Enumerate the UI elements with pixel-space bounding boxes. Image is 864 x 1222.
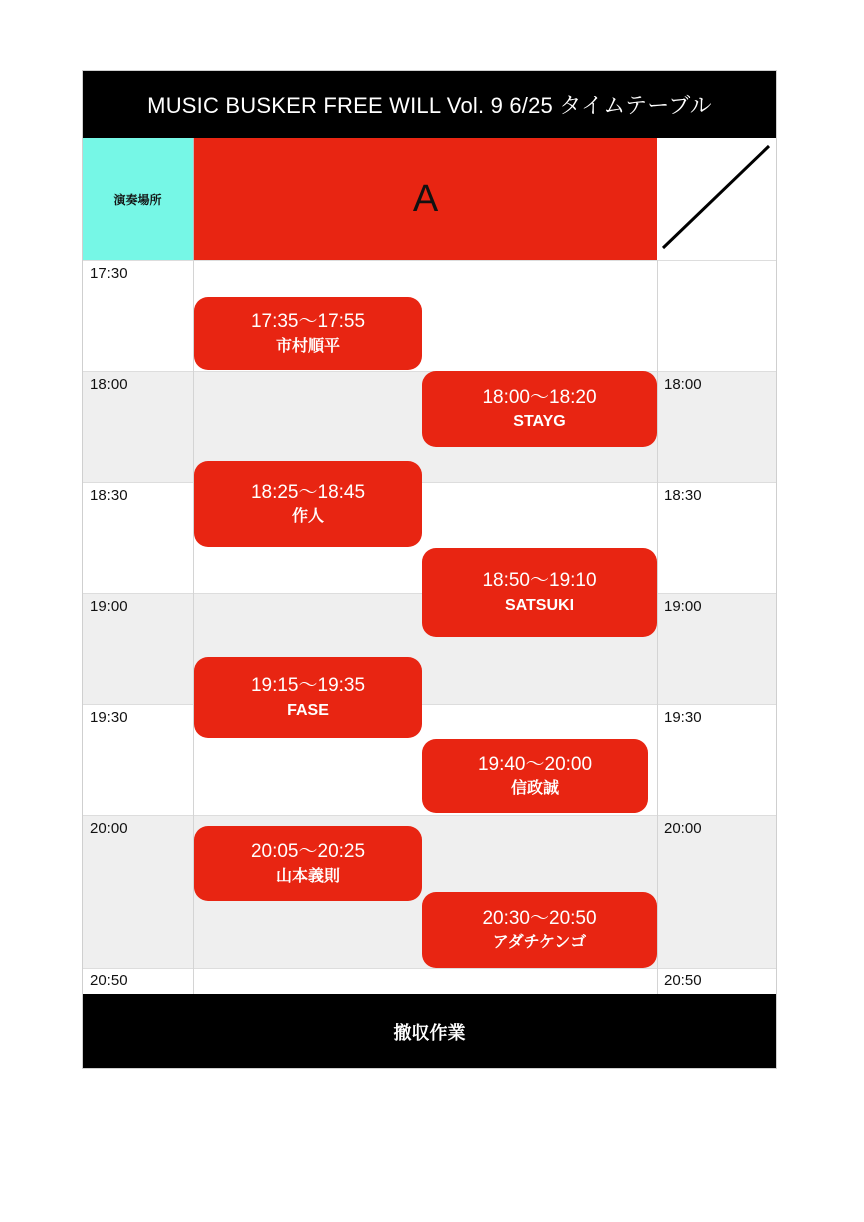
performance-slot (194, 461, 422, 547)
performance-slot (194, 826, 422, 901)
time-label-right: 19:30 (664, 709, 702, 726)
time-label-right: 20:00 (664, 820, 702, 837)
time-label-left: 19:00 (90, 598, 128, 615)
performance-slot (422, 548, 657, 637)
slot-time: 20:05〜20:25 (250, 841, 366, 863)
time-label-left: 20:50 (90, 972, 128, 989)
time-label-right: 18:00 (664, 376, 702, 393)
slot-performer: SATSUKI (504, 596, 575, 614)
time-band (82, 260, 777, 371)
slot-performer: FASE (287, 701, 329, 719)
slot-time: 19:40〜20:00 (477, 753, 593, 775)
page-title: MUSIC BUSKER FREE WILL Vol. 9 6/25 タイムテーブル (82, 70, 777, 138)
slot-performer: 市村順平 (275, 337, 340, 355)
time-label-left: 19:30 (90, 709, 128, 726)
teardown-bar: 撤収作業 (82, 994, 777, 1069)
performance-slot (422, 371, 657, 447)
slot-performer: アダチケンゴ (492, 934, 587, 952)
slot-time: 18:25〜18:45 (250, 481, 366, 503)
performance-slot (422, 739, 648, 813)
slot-time: 19:15〜19:35 (250, 675, 366, 697)
performance-slot (422, 892, 657, 968)
time-label-right: 20:50 (664, 972, 702, 989)
time-label-right: 19:00 (664, 598, 702, 615)
performance-slot (194, 297, 422, 370)
diagonal-slash-icon (657, 138, 777, 260)
slot-performer: STAYG (513, 413, 566, 431)
slot-performer: 信政誠 (510, 780, 559, 798)
venue-label: 演奏場所 (82, 138, 194, 260)
column-divider (657, 260, 658, 994)
time-label-left: 17:30 (90, 265, 128, 282)
slot-time: 20:30〜20:50 (482, 907, 597, 929)
time-label-left: 20:00 (90, 820, 128, 837)
slot-time: 17:35〜17:55 (250, 311, 366, 333)
timetable-sheet (82, 70, 777, 1069)
slot-performer: 山本義則 (275, 867, 340, 885)
slot-time: 18:00〜18:20 (482, 386, 597, 408)
time-label-left: 18:30 (90, 487, 128, 504)
slot-time: 18:50〜19:10 (482, 570, 597, 592)
empty-stage-cell (657, 138, 777, 260)
stage-a-header: A (194, 138, 657, 260)
performance-slot (194, 657, 422, 738)
time-label-right: 18:30 (664, 487, 702, 504)
slot-performer: 作人 (291, 508, 324, 526)
time-label-left: 18:00 (90, 376, 128, 393)
